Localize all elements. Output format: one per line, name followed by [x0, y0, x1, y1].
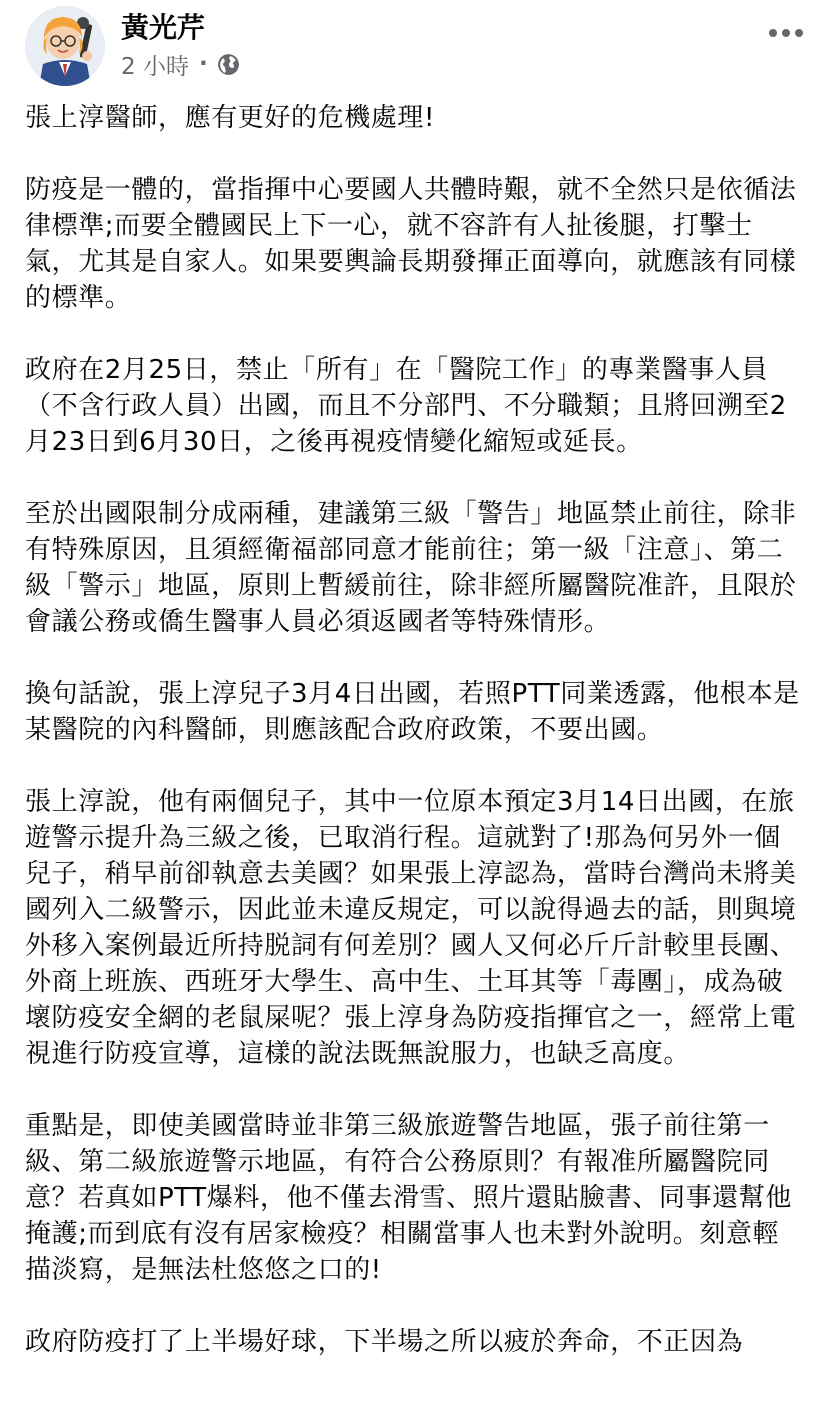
globe-icon[interactable] — [216, 52, 241, 77]
post-timestamp[interactable]: 2 小時 — [121, 53, 189, 80]
post-paragraph: 重點是，即使美國當時並非第三級旅遊警告地區，張子前往第一級、第二級旅遊警示地區，有符合公務原則？有報准所屬醫院同意？若真如PTT爆料，他不僅去滑雪、照片還貼臉書、同事還幫他掩護;而到底有沒有居家檢疫？相關當事人也未對外說明。刻意輕描淡寫，是無法杜悠悠之口的! — [25, 1111, 792, 1285]
post-paragraph: 政府防疫打了上半場好球，下半場之所以疲於奔命，不正因為 — [25, 1327, 744, 1357]
post-body — [25, 100, 805, 1396]
post-paragraph-headline: 張上淳醫師，應有更好的危機處理! — [25, 103, 436, 133]
author-name[interactable]: 黃光芹 — [121, 11, 206, 44]
avatar-illustration — [25, 6, 105, 86]
post-header — [0, 0, 828, 96]
post-meta — [121, 48, 241, 80]
post-paragraph: 政府在2月25日，禁止「所有」在「醫院工作」的專業醫事人員（不含行政人員）出國，而且不分部門、不分職類；且將回溯至2月23日到6月30日，之後再視疫情變化縮短或延長。 — [25, 355, 787, 457]
meta-separator: · — [198, 51, 208, 77]
author-avatar[interactable] — [25, 6, 105, 86]
more-options-button[interactable] — [766, 14, 806, 50]
post-paragraph: 張上淳說，他有兩個兒子，其中一位原本預定3月14日出國，在旅遊警示提升為三級之後，已取消行程。這就對了!那為何另外一個兒子，稍早前卻執意去美國？如果張上淳認為，當時台灣尚未將美國列入二級警示，因此並未違反規定，可以說得過去的話，則與境外移入案例最近所持脱詞有何差別？國人又何必斤斤計較里長團、外商上班族、西班牙大學生、高中生、土耳其等「毒團」，成為破壞防疫安全網的老鼠屎呢？張上淳身為防疫指揮官之一，經常上電視進行防疫宣導，這樣的說法既無說服力，也缺乏高度。 — [25, 787, 797, 1069]
post-paragraph: 防疫是一體的，當指揮中心要國人共體時艱，就不全然只是依循法律標準;而要全體國民上下一心，就不容許有人扯後腿，打擊士氣，尤其是自家人。如果要輿論長期發揮正面導向，就應該有同樣的標準。 — [25, 175, 797, 313]
post-paragraph: 至於出國限制分成兩種，建議第三級「警告」地區禁止前往，除非有特殊原因，且須經衛福部同意才能前往；第一級「注意」、第二級「警示」地區，原則上暫緩前往，除非經所屬醫院准許，且限於會議公務或僑生醫事人員必須返國者等特殊情形。 — [25, 499, 797, 637]
post-paragraph: 換句話說，張上淳兒子3月4日出國，若照PTT同業透露，他根本是某醫院的內科醫師，則應該配合政府政策，不要出國。 — [25, 679, 800, 745]
more-options-icon — [768, 23, 804, 42]
